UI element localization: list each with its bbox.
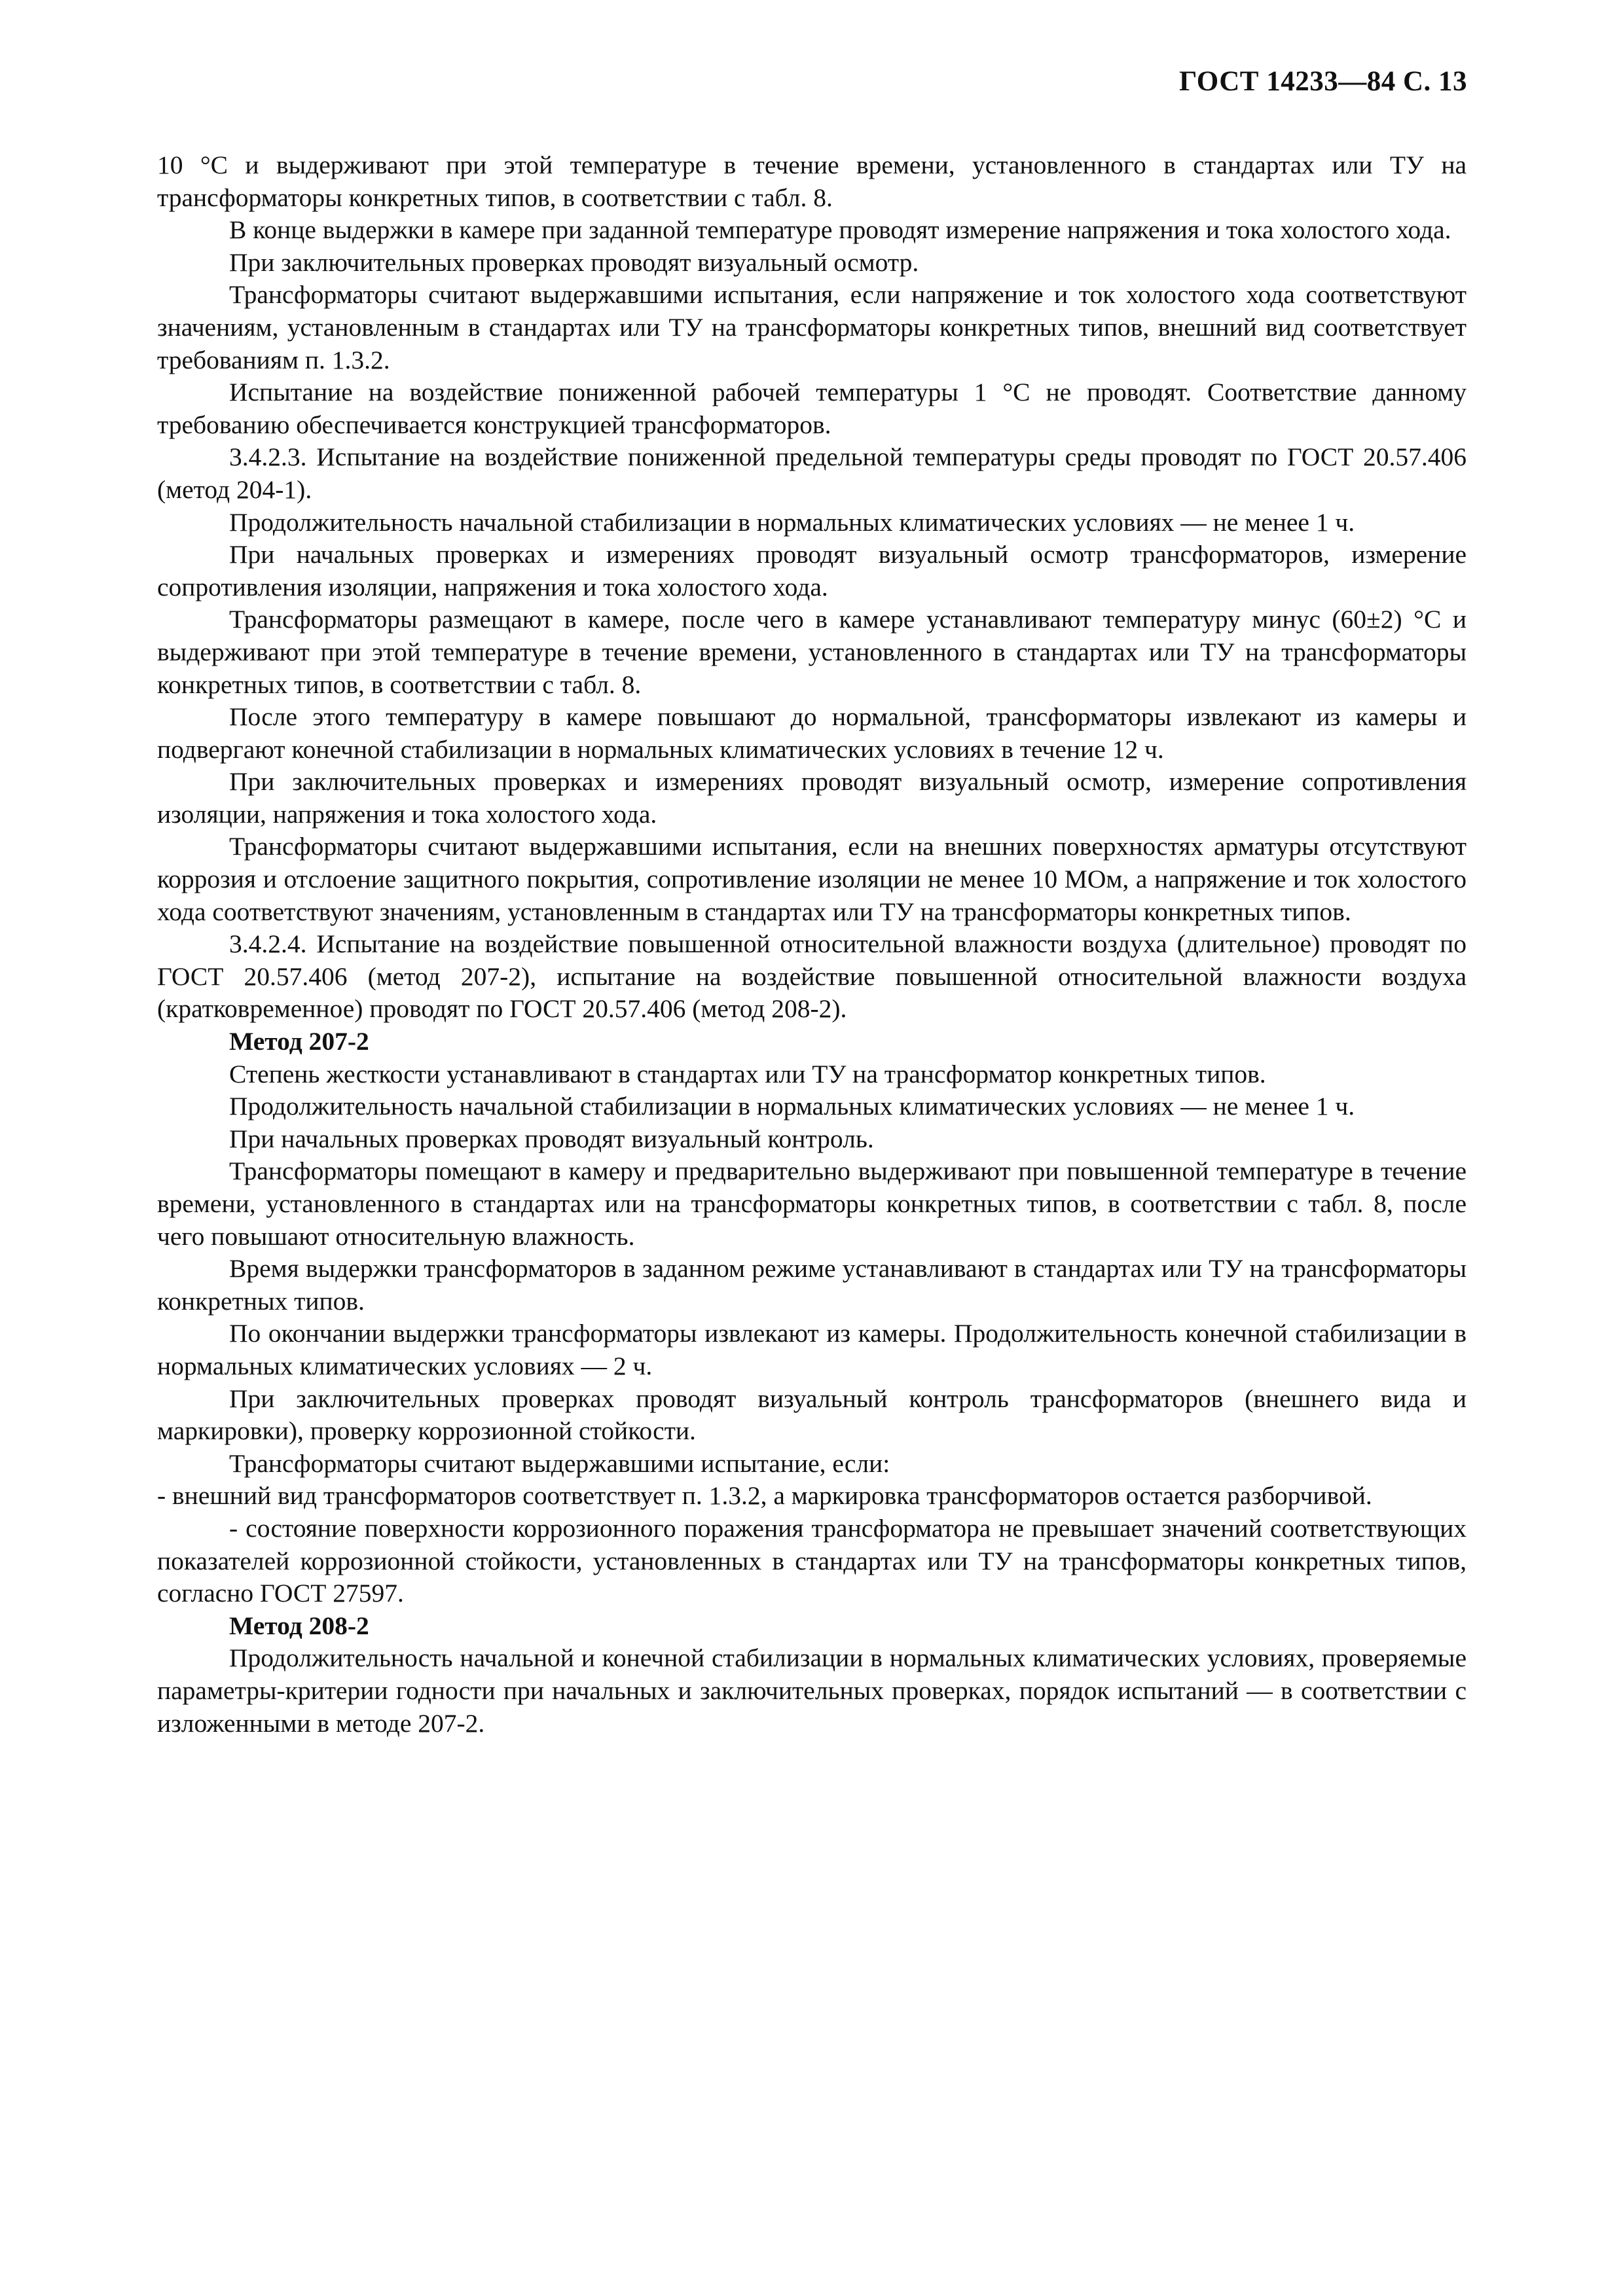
paragraph: При начальных проверках проводят визуальный контроль. <box>229 1124 874 1153</box>
paragraph: При заключительных проверках и измерениях проводят визуальный осмотр, измерение сопротивления изоляции, напряжения и тока холостого хода. <box>157 767 1467 829</box>
paragraph: Трансформаторы считают выдержавшими испытания, если на внешних поверхностях арматуры отсутствуют коррозия и отслоение защитного покрытия, сопротивление изоляции не менее 10 МОм, а напряжение и ток холостого хода соответствуют значениям, установленным в стандартах или ТУ на трансформаторы конкретных типов. <box>157 832 1467 926</box>
method-207-2-heading: Метод 207-2 <box>229 1027 369 1056</box>
paragraph: Трансформаторы считают выдержавшими испытание, если: <box>229 1448 890 1478</box>
paragraph: В конце выдержки в камере при заданной температуре проводят измерение напряжения и тока холостого хода. <box>229 215 1451 245</box>
paragraph: Степень жесткости устанавливают в стандартах или ТУ на трансформатор конкретных типов. <box>229 1059 1266 1088</box>
clause-3-4-2-4: 3.4.2.4. Испытание на воздействие повышенной относительной влажности воздуха (длительное) проводят по ГОСТ 20.57.406 (метод 207-2), испытание на воздействие повышенной относительной влажности воздуха (кратковременное) проводят по ГОСТ 20.57.406 (метод 208-2). <box>157 929 1467 1024</box>
paragraph: Трансформаторы считают выдержавшими испытания, если напряжение и ток холостого хода соответствуют значениям, установленным в стандартах или ТУ на трансформаторы конкретных типов, внешний вид соответствует требованиям п. 1.3.2. <box>157 280 1467 374</box>
paragraph-continuation: 10 °С и выдерживают при этой температуре в течение времени, установленного в стандартах или ТУ на трансформаторы конкретных типов, в соответствии с табл. 8. <box>157 151 1467 212</box>
paragraph: Трансформаторы размещают в камере, после чего в камере устанавливают температуру минус (60±2) °С и выдерживают при этой температуре в течение времени, установленного в стандартах или ТУ на трансформаторы конкретных типов, в соответствии с табл. 8. <box>157 605 1467 699</box>
list-item: - состояние поверхности коррозионного поражения трансформатора не превышает значений соответствующих показателей коррозионной стойкости, установленных в стандартах или ТУ на трансформаторы конкретных типов, согласно ГОСТ 27597. <box>157 1513 1467 1608</box>
paragraph: По окончании выдержки трансформаторы извлекают из камеры. Продолжительность конечной стабилизации в нормальных климатических условиях — 2 ч. <box>157 1319 1467 1380</box>
paragraph: Трансформаторы помещают в камеру и предварительно выдерживают при повышенной температуре в течение времени, установленного в стандартах или на трансформаторы конкретных типов, в соответствии с табл. 8, после чего повышают относительную влажность. <box>157 1157 1467 1251</box>
list-item: - внешний вид трансформаторов соответствует п. 1.3.2, а маркировка трансформаторов остается разборчивой. <box>157 1481 1372 1511</box>
method-208-2-heading: Метод 208-2 <box>229 1611 369 1640</box>
paragraph: После этого температуру в камере повышают до нормальной, трансформаторы извлекают из камеры и подвергают конечной стабилизации в нормальных климатических условиях в течение 12 ч. <box>157 702 1467 764</box>
paragraph: Продолжительность начальной стабилизации в нормальных климатических условиях — не менее 1 ч. <box>229 1092 1355 1121</box>
paragraph: При заключительных проверках проводят визуальный осмотр. <box>229 247 919 277</box>
clause-3-4-2-3: 3.4.2.3. Испытание на воздействие пониженной предельной температуры среды проводят по ГОСТ 20.57.406 (метод 204-1). <box>157 442 1467 504</box>
paragraph: Продолжительность начальной и конечной стабилизации в нормальных климатических условиях, проверяемые параметры-критерии годности при начальных и заключительных проверках, порядок испытаний — в соответствии с изложенными в методе 207-2. <box>157 1643 1467 1738</box>
running-head: ГОСТ 14233—84 С. 13 <box>1178 66 1467 97</box>
paragraph: При начальных проверках и измерениях проводят визуальный осмотр трансформаторов, измерение сопротивления изоляции, напряжения и тока холостого хода. <box>157 540 1467 601</box>
paragraph: Испытание на воздействие пониженной рабочей температуры 1 °С не проводят. Соответствие данному требованию обеспечивается конструкцией трансформаторов. <box>157 378 1467 439</box>
paragraph: Продолжительность начальной стабилизации в нормальных климатических условиях — не менее 1 ч. <box>229 507 1355 537</box>
document-body <box>157 149 1467 1740</box>
paragraph: При заключительных проверках проводят визуальный контроль трансформаторов (внешнего вида и маркировки), проверку коррозионной стойкости. <box>157 1384 1467 1446</box>
paragraph: Время выдержки трансформаторов в заданном режиме устанавливают в стандартах или ТУ на трансформаторы конкретных типов. <box>157 1254 1467 1316</box>
